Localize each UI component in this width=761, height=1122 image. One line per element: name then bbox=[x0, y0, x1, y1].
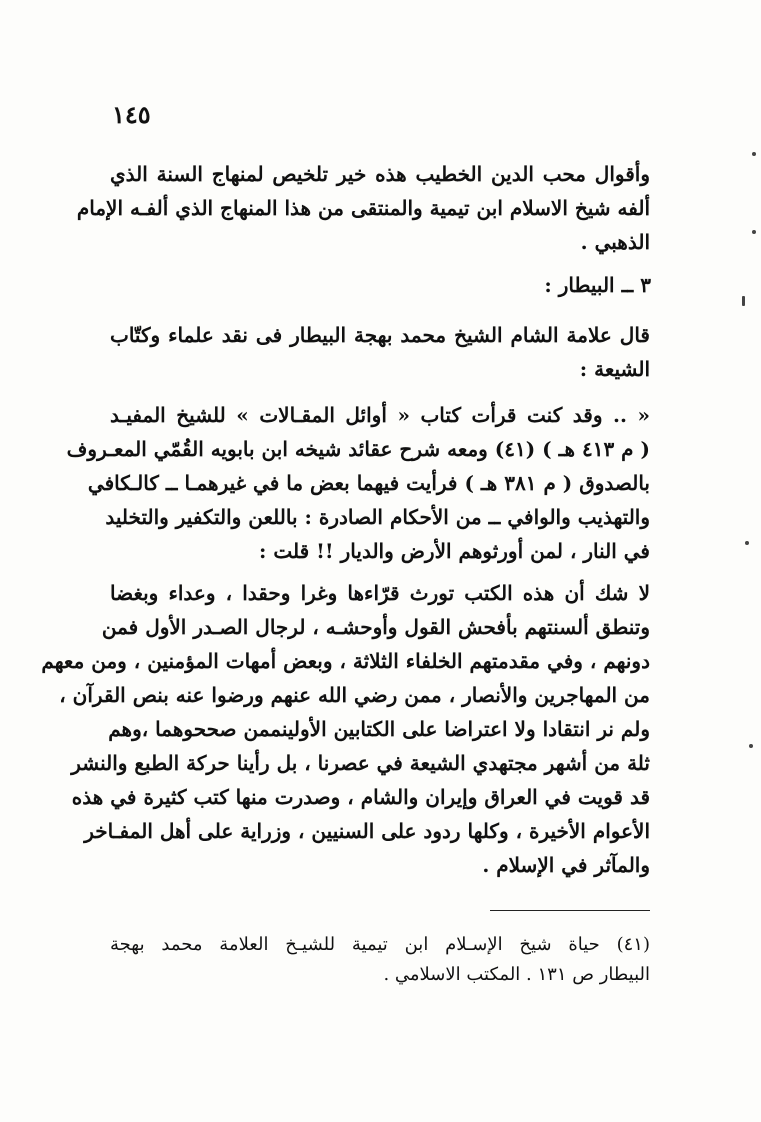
text-line: وأقوال محب الدين الخطيب هذه خير تلخيص لمنهاج السنة الذي bbox=[110, 162, 650, 186]
scan-speck bbox=[742, 296, 745, 306]
text-line: دونهم ، وفي مقدمتهم الخلفاء الثلاثة ، وبعض أمهات المؤمنين ، ومن معهم bbox=[41, 649, 650, 673]
text-line: من المهاجرين والأنصار ، ممن رضي الله عنهم ورضوا عنه بنص القرآن ، bbox=[59, 683, 650, 707]
text-line: ( م ٤١٣ هـ ) (٤١) ومعه شرح عقائد شيخه ابن بابويه القُمّي المعـروف bbox=[66, 437, 650, 461]
text-line: « .. وقد كنت قرأت كتاب « أوائل المقـالات » للشيخ المفيـد bbox=[110, 403, 650, 427]
scan-speck bbox=[752, 230, 756, 234]
scan-speck bbox=[745, 541, 749, 545]
footnote-divider bbox=[490, 910, 650, 911]
text-line: ثلة من أشهر مجتهدي الشيعة في عصرنا ، بل رأينا حركة الطبع والنشر bbox=[71, 751, 650, 775]
text-line: الأعوام الأخيرة ، وكلها ردود على السنيين ، وزراية على أهل المفـاخر bbox=[84, 819, 650, 843]
scan-speck bbox=[752, 152, 756, 156]
paragraph-bitar-intro bbox=[110, 318, 650, 386]
text-line: والمآثر في الإسلام . bbox=[482, 853, 650, 877]
text-line: ألفه شيخ الاسلام ابن تيمية والمنتقى من هذا المنهاج الذي ألفـه الإمام bbox=[76, 196, 650, 220]
text-line: الذهبي . bbox=[580, 230, 650, 254]
footnote bbox=[110, 930, 650, 990]
commentary-paragraph bbox=[41, 576, 650, 882]
text-line: في النار ، لمن أورثوهم الأرض والديار !! قلت : bbox=[259, 539, 650, 563]
text-line: وتنطق ألسنتهم بأفحش القول وأوحشـه ، لرجال الصـدر الأول فمن bbox=[101, 615, 650, 639]
text-line: بالصدوق ( م ٣٨١ هـ ) فرأيت فيهما بعض ما في غيرهمـا ــ كالـكافي bbox=[87, 471, 650, 495]
paragraph-muhibb-al-din bbox=[76, 157, 650, 259]
text-line: الشيعة : bbox=[579, 357, 650, 381]
text-line: ولم نر انتقادا ولا اعتراضا على الكتابين الأولينممن صححوهما ،وهم bbox=[108, 717, 650, 741]
section-heading: ٣ ــ البيطار : bbox=[544, 273, 651, 297]
footnote-line: البيطار ص ١٣١ . المكتب الاسلامي . bbox=[383, 964, 650, 985]
text-line: قال علامة الشام الشيخ محمد بهجة البيطار فى نقد علماء وكتّاب bbox=[110, 323, 650, 347]
quotation-paragraph bbox=[66, 398, 650, 568]
text-line: والتهذيب والوافي ــ من الأحكام الصادرة : باللعن والتكفير والتخليد bbox=[105, 505, 650, 529]
text-line: لا شك أن هذه الكتب تورث قرّاءها وغرا وحقدا ، وعداء وبغضا bbox=[110, 581, 650, 605]
scan-speck bbox=[749, 744, 753, 748]
text-line: قد قويت في العراق وإيران والشام ، وصدرت منها كتب كثيرة في هذه bbox=[71, 785, 650, 809]
page-number: ١٤٥ bbox=[112, 100, 151, 129]
footnote-line: (٤١) حياة شيخ الإسـلام ابن تيمية للشيـخ العلامة محمد بهجة bbox=[110, 934, 650, 955]
